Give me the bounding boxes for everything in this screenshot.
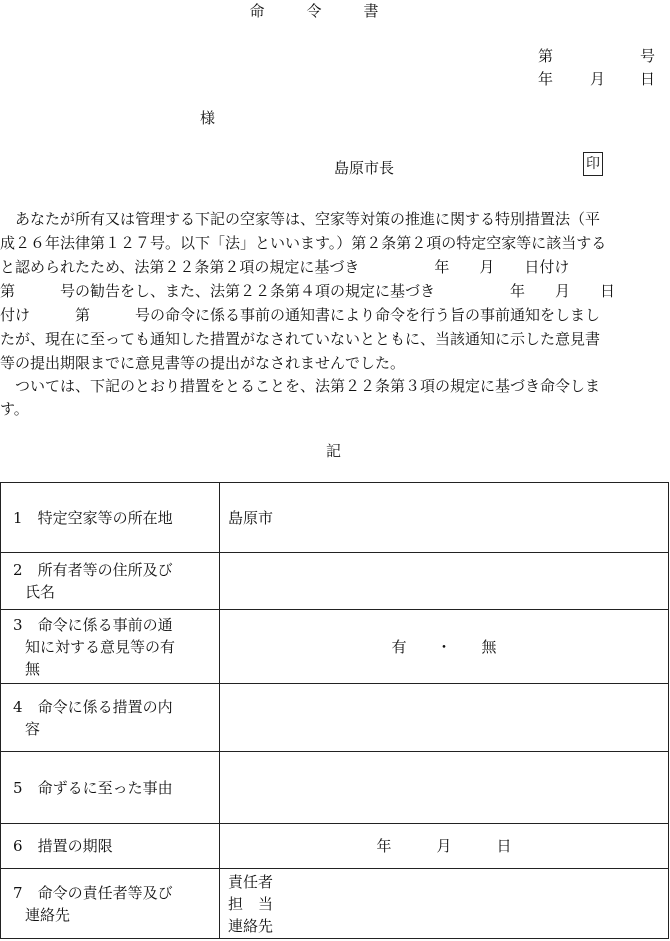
owner-value bbox=[220, 553, 669, 610]
body-line: あなたが所有又は管理する下記の空家等は、空家等対策の推進に関する特別措置法（平 bbox=[0, 210, 601, 228]
seal-stamp: 印 bbox=[583, 152, 603, 176]
row-label bbox=[1, 824, 220, 869]
issuer-name: 島原市長 bbox=[334, 159, 395, 177]
row-label-text: 無 bbox=[25, 659, 41, 678]
date-year: 年 bbox=[538, 70, 554, 88]
row-label bbox=[1, 483, 220, 553]
opinion-yes-no: 有 ・ 無 bbox=[220, 610, 669, 684]
row-number: 1 bbox=[13, 508, 23, 527]
row-label bbox=[1, 553, 220, 610]
row-number: 5 bbox=[13, 778, 23, 797]
body-line: 等の提出期限までに意見書等の提出がなされませんでした。 bbox=[0, 354, 406, 372]
contact-phone: 連絡先 bbox=[228, 917, 274, 935]
row-label-text: 命令に係る措置の内 bbox=[37, 697, 173, 716]
row-label-text: 特定空家等の所在地 bbox=[37, 508, 173, 527]
row-label-text: 所有者等の住所及び bbox=[37, 561, 173, 579]
row-number: 7 bbox=[13, 883, 23, 902]
row-label-text: 措置の期限 bbox=[37, 837, 113, 855]
row-label-text: 命令の責任者等及び bbox=[37, 883, 173, 902]
table-row bbox=[1, 610, 669, 684]
body-line: 第 号の勧告をし、また、法第２２条第４項の規定に基づき 年 月 日 bbox=[0, 282, 616, 300]
contact-value bbox=[220, 869, 669, 939]
contact-responsible: 責任者 bbox=[228, 873, 274, 891]
row-label-text: 命令に係る事前の通 bbox=[37, 615, 173, 634]
row-label bbox=[1, 610, 220, 684]
row-number: 4 bbox=[13, 697, 23, 716]
record-table bbox=[0, 482, 669, 939]
row-number: 6 bbox=[13, 837, 23, 855]
row-label-text: 氏名 bbox=[25, 583, 56, 601]
deadline-value: 年 月 日 bbox=[220, 824, 669, 869]
body-line: 成２６年法律第１２７号。以下「法」といいます。）第２条第２項の特定空家等に該当する bbox=[0, 234, 607, 252]
addressee-honorific: 様 bbox=[200, 109, 216, 127]
table-row bbox=[1, 684, 669, 752]
row-number: 2 bbox=[13, 561, 23, 579]
body-line: たが、現在に至っても通知した措置がなされていないとともに、当該通知に示した意見書 bbox=[0, 330, 601, 348]
location-value: 島原市 bbox=[220, 483, 669, 553]
body-line: 付け 第 号の命令に係る事前の通知書により命令を行う旨の事前通知をしまし bbox=[0, 306, 601, 324]
row-label-text: 知に対する意見等の有 bbox=[25, 637, 176, 656]
document-title: 命令書 bbox=[249, 2, 421, 20]
body-line: と認められたため、法第２２条第２項の規定に基づき 年 月 日付け bbox=[0, 258, 570, 276]
row-label-text: 命ずるに至った事由 bbox=[37, 778, 173, 797]
table-row bbox=[1, 824, 669, 869]
row-label bbox=[1, 684, 220, 752]
body-line: す。 bbox=[0, 400, 29, 418]
table-row bbox=[1, 869, 669, 939]
row-number: 3 bbox=[13, 615, 23, 634]
document-number-prefix: 第 bbox=[538, 47, 554, 65]
table-row bbox=[1, 553, 669, 610]
table-row bbox=[1, 483, 669, 553]
measures-value bbox=[220, 684, 669, 752]
contact-staff: 担 当 bbox=[228, 895, 274, 913]
date-day: 日 bbox=[640, 70, 656, 88]
row-label-text: 連絡先 bbox=[25, 905, 71, 924]
table-row bbox=[1, 752, 669, 824]
ki-heading: 記 bbox=[326, 442, 342, 460]
row-label-text: 容 bbox=[25, 719, 41, 738]
reason-value bbox=[220, 752, 669, 824]
body-line: ついては、下記のとおり措置をとることを、法第２２条第３項の規定に基づき命令しま bbox=[0, 377, 601, 395]
row-label bbox=[1, 869, 220, 939]
row-label bbox=[1, 752, 220, 824]
document-number-suffix: 号 bbox=[640, 47, 656, 65]
date-month: 月 bbox=[590, 70, 606, 88]
